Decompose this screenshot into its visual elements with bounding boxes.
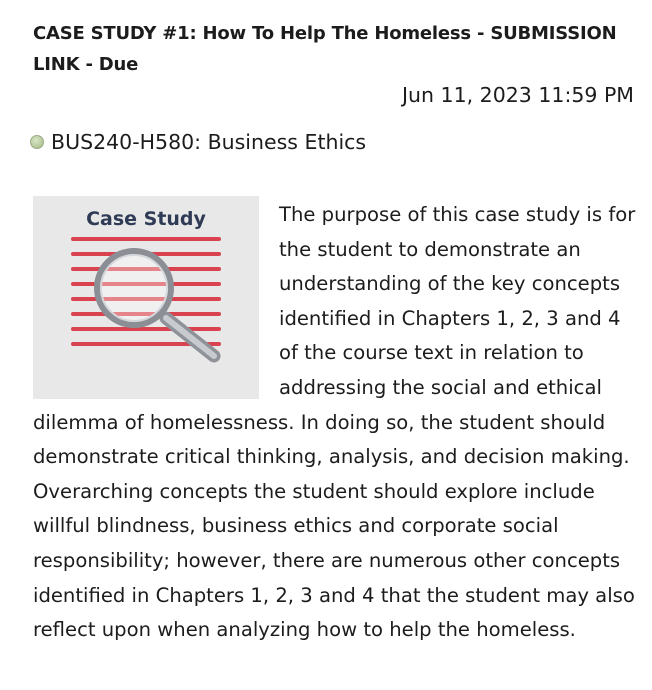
case-study-label: Case Study — [86, 208, 206, 230]
course-row[interactable] — [30, 126, 366, 158]
image-float-spacer — [33, 198, 279, 404]
due-date: Jun 11, 2023 11:59 PM — [402, 83, 634, 107]
description-text: The purpose of this case study is for the student to demonstrate an understanding of the key concepts identified in Chapters 1, 2, 3 and 4 of the course text in relation to addressing the social and ethical dilemma of homelessness. In doing so, the student should demonstrate critical thinking, analysis, and decision making. Overarching concepts the student should explore include willful blindness, business ethics and corporate social responsibility; however, there are numerous other concepts identified in Chapters 1, 2, 3 and 4 that the student may also reflect upon when analyzing how to help the homeless. — [33, 203, 636, 642]
assignment-description — [33, 198, 643, 648]
course-status-dot-icon — [30, 135, 44, 149]
course-name[interactable]: BUS240-H580: Business Ethics — [51, 130, 367, 154]
assignment-title[interactable]: CASE STUDY #1: How To Help The Homeless - SUBMISSION LINK - Due — [33, 23, 617, 75]
